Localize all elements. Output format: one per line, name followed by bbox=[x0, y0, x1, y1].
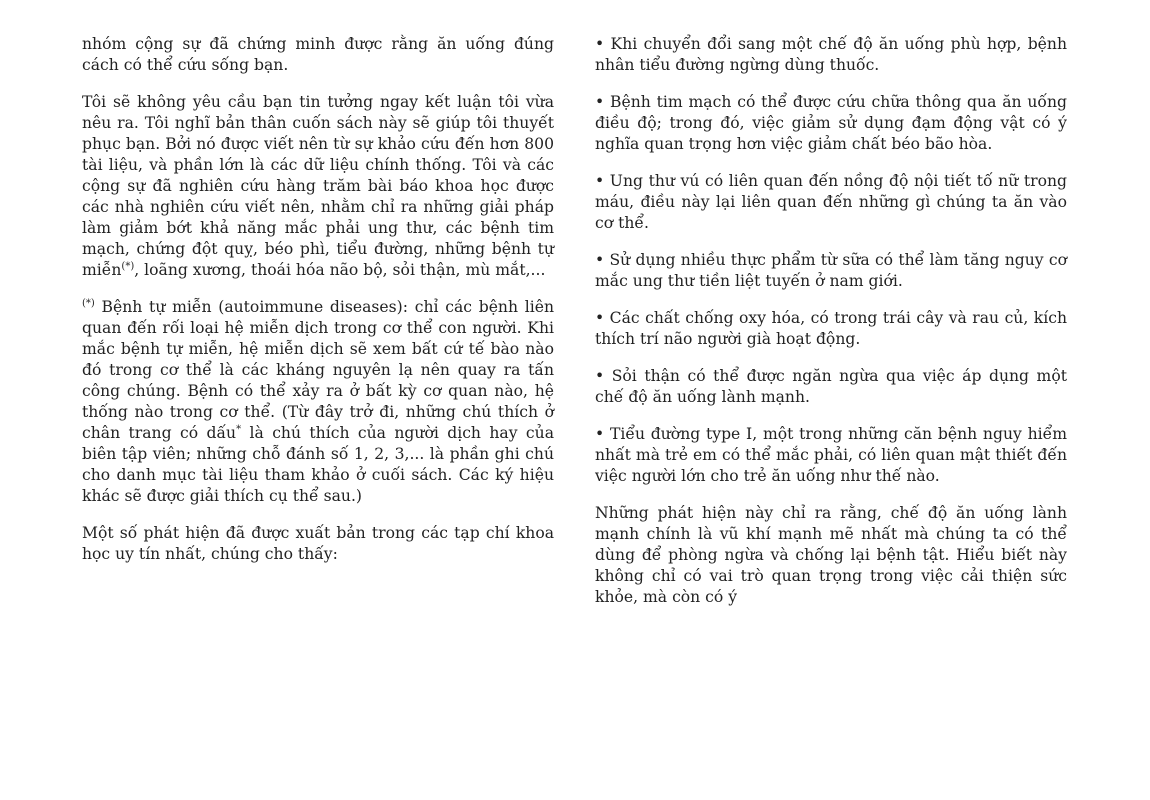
paragraph-evidence-tail: , loãng xương, thoái hóa não bộ, sỏi thận, mù mắt,... bbox=[134, 261, 546, 279]
footnote-star-symbol: * bbox=[236, 423, 242, 435]
bullet-item-diabetes: • Khi chuyển đổi sang một chế độ ăn uống phù hợp, bệnh nhân tiểu đường ngừng dùng thuốc. bbox=[595, 35, 1067, 74]
left-page-column bbox=[82, 34, 554, 581]
bullet-item-heart-disease: • Bệnh tim mạch có thể được cứu chữa thông qua ăn uống điều độ; trong đó, việc giảm sử dụng đạm động vật có ý nghĩa quan trọng hơn việc giảm chất béo bão hòa. bbox=[595, 93, 1067, 153]
paragraph-evidence-text: Tôi sẽ không yêu cầu bạn tin tưởng ngay kết luận tôi vừa nêu ra. Tôi nghĩ bản thân cuốn sách này sẽ giúp tôi thuyết phục bạn. Bởi nó được viết nên từ sự khảo cứu đến hơn 800 tài liệu, và phần lớn là các dữ liệu chính thống. Tôi và các cộng sự đã nghiên cứu hàng trăm bài báo khoa học được các nhà nghiên cứu viết nên, nhằm chỉ ra những giải pháp làm giảm bớt khả năng mắc phải ung thư, các bệnh tim mạch, chứng đột quỵ, béo phì, tiểu đường, những bệnh tự miễn bbox=[82, 93, 554, 279]
footnote-mark: (*) bbox=[82, 297, 95, 309]
footnote-text-a: Bệnh tự miễn (autoimmune diseases): chỉ các bệnh liên quan đến rối loại hệ miễn dịch trong cơ thể con người. Khi mắc bệnh tự miễn, hệ miễn dịch sẽ xem bất cứ tế bào nào đó trong cơ thể là các kháng nguyên lạ nên quay ra tấn công chúng. Bệnh có thể xảy ra ở bất kỳ cơ quan nào, hệ thống nào trong cơ thể. (Từ đây trở đi, những chú thích ở chân trang có dấu bbox=[82, 298, 554, 442]
bullet-item-type1-diabetes: • Tiểu đường type I, một trong những căn bệnh nguy hiểm nhất mà trẻ em có thể mắc phải, có liên quan mật thiết đến việc người lớn cho trẻ ăn uống như thế nào. bbox=[595, 425, 1067, 485]
bullet-item-kidney-stones: • Sỏi thận có thể được ngăn ngừa qua việc áp dụng một chế độ ăn uống lành mạnh. bbox=[595, 367, 1067, 406]
paragraph-closing: Những phát hiện này chỉ ra rằng, chế độ ăn uống lành mạnh chính là vũ khí mạnh mẽ nhất mà chúng ta có thể dùng để phòng ngừa và chống lại bệnh tật. Hiểu biết này không chỉ có vai trò quan trọng trong việc cải thiện sức khỏe, mà còn có ý bbox=[595, 504, 1067, 606]
bullet-item-breast-cancer: • Ung thư vú có liên quan đến nồng độ nội tiết tố nữ trong máu, điều này lại liên quan đến những gì chúng ta ăn vào cơ thể. bbox=[595, 172, 1067, 232]
bullet-item-dairy-prostate: • Sử dụng nhiều thực phẩm từ sữa có thể làm tăng nguy cơ mắc ung thư tiền liệt tuyến ở nam giới. bbox=[595, 251, 1067, 290]
footnote-text-b: là chú thích của người dịch hay của biên tập viên; những chỗ đánh số 1, 2, 3,... là phần ghi chú cho danh mục tài liệu tham khảo ở cuối sách. Các ký hiệu khác sẽ được giải thích cụ thể sau.) bbox=[82, 424, 555, 505]
footnote-autoimmune bbox=[82, 297, 554, 507]
paragraph-evidence bbox=[82, 92, 554, 281]
right-page-column bbox=[595, 34, 1067, 624]
footnote-reference-mark[interactable]: (*) bbox=[121, 260, 135, 272]
paragraph-findings-intro: Một số phát hiện đã được xuất bản trong các tạp chí khoa học uy tín nhất, chúng cho thấy: bbox=[82, 524, 554, 563]
paragraph-intro: nhóm cộng sự đã chứng minh được rằng ăn uống đúng cách có thể cứu sống bạn. bbox=[82, 35, 554, 74]
bullet-item-antioxidants: • Các chất chống oxy hóa, có trong trái cây và rau củ, kích thích trí não người già hoạt động. bbox=[595, 309, 1067, 348]
